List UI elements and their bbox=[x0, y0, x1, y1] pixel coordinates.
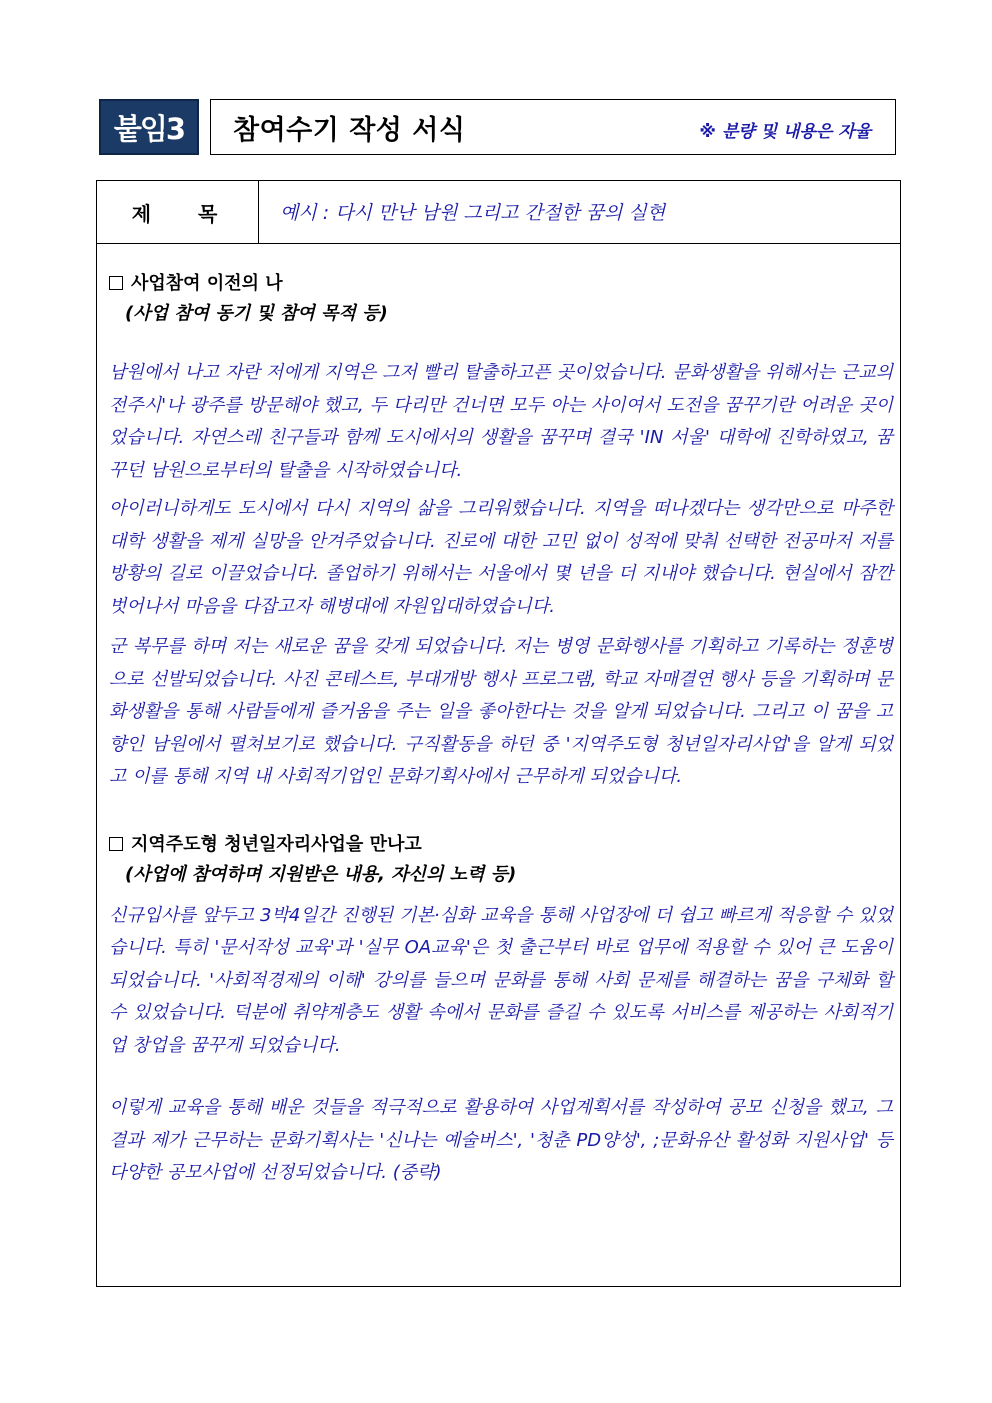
section1-paragraph: 군 복무를 하며 저는 새로운 꿈을 갖게 되었습니다. 저는 병영 문화행사를 기획하고 기록하는 정훈병으로 선발되었습니다. 사진 콘테스트, 부대개방 행사 프로그램, 학교 자매결연 행사 등을 기획하며 문화생활을 통해 사람들에게 즐거움을 주는 일을 좋아한다는 것을 알게 되었습니다. 그리고 이 꿈을 고향인 남원에서 펼쳐보기로 했습니다. 구직활동을 하던 중 '지역주도형 청년일자리사업'을 알게 되었고 이를 통해 지역 내 사회적기업인 문화기획사에서 근무하게 되었습니다. bbox=[109, 636, 893, 787]
section1-paragraph: 남원에서 나고 자란 저에게 지역은 그저 빨리 탈출하고픈 곳이었습니다. 문화생활을 위해서는 근교의 전주시'나 광주를 방문해야 했고, 두 다리만 건너면 모두 아는 사이여서 도전을 꿈꾸기란 어려운 곳이었습니다. 자연스레 친구들과 함께 도시에서의 생활을 꿈꾸며 결국 'IN 서울' 대학에 진학하였고, 꿈꾸던 남원으로부터의 탈출을 시작하였습니다. bbox=[109, 362, 893, 481]
section2-heading bbox=[109, 830, 893, 860]
form-frame bbox=[96, 180, 901, 1287]
content-area bbox=[109, 269, 893, 1190]
subject-row bbox=[97, 181, 900, 244]
title-box bbox=[210, 99, 896, 155]
section2-heading-text: 지역주도형 청년일자리사업을 만나고 bbox=[131, 833, 422, 855]
section2-subheading: (사업에 참여하며 지원받은 내용, 자신의 노력 등) bbox=[125, 863, 517, 885]
subject-label: 제 목 bbox=[97, 181, 259, 243]
page-note: ※ 분량 및 내용은 자율 bbox=[699, 122, 871, 142]
section1-paragraph: 아이러니하게도 도시에서 다시 지역의 삶을 그리워했습니다. 지역을 떠나겠다는 생각만으로 마주한 대학 생활을 제게 실망을 안겨주었습니다. 진로에 대한 고민 없이 성적에 맞춰 선택한 전공마저 저를 방황의 길로 이끌었습니다. 졸업하기 위해서는 서울에서 몇 년을 더 지내야 했습니다. 현실에서 잠깐 벗어나서 마음을 다잡고자 해병대에 자원입대하였습니다. bbox=[109, 498, 893, 617]
checkbox-square-icon bbox=[109, 276, 123, 290]
section2-paragraph: 이렇게 교육을 통해 배운 것들을 적극적으로 활용하여 사업계획서를 작성하여 공모 신청을 했고, 그 결과 제가 근무하는 문화기획사는 '신나는 예술버스', '청춘 PD양성', ;문화유산 활성화 지원사업' 등 다양한 공모사업에 선정되었습니다. (중략) bbox=[109, 1097, 893, 1183]
attachment-badge: 붙임3 bbox=[99, 99, 199, 155]
page-title: 참여수기 작성 서식 bbox=[233, 115, 466, 146]
checkbox-square-icon bbox=[109, 837, 123, 851]
section1-heading-text: 사업참여 이전의 나 bbox=[131, 273, 283, 294]
section2-paragraph: 신규입사를 앞두고 3박4일간 진행된 기본·심화 교육을 통해 사업장에 더 쉽고 빠르게 적응할 수 있었습니다. 특히 '문서작성 교육'과 '실무 OA교육'은 첫 출근부터 바로 업무에 적용할 수 있어 큰 도움이 되었습니다. '사회적경제의 이해' 강의를 들으며 문화를 통해 사회 문제를 해결하는 꿈을 구체화 할 수 있었습니다. 덕분에 취약계층도 생활 속에서 문화를 즐길 수 있도록 서비스를 제공하는 사회적기업 창업을 꿈꾸게 되었습니다. bbox=[109, 904, 893, 1056]
subject-value: 예시 : 다시 만난 남원 그리고 간절한 꿈의 실현 bbox=[280, 202, 666, 224]
section1-subheading: (사업 참여 동기 및 참여 목적 등) bbox=[125, 303, 388, 324]
section1-heading bbox=[109, 269, 893, 299]
